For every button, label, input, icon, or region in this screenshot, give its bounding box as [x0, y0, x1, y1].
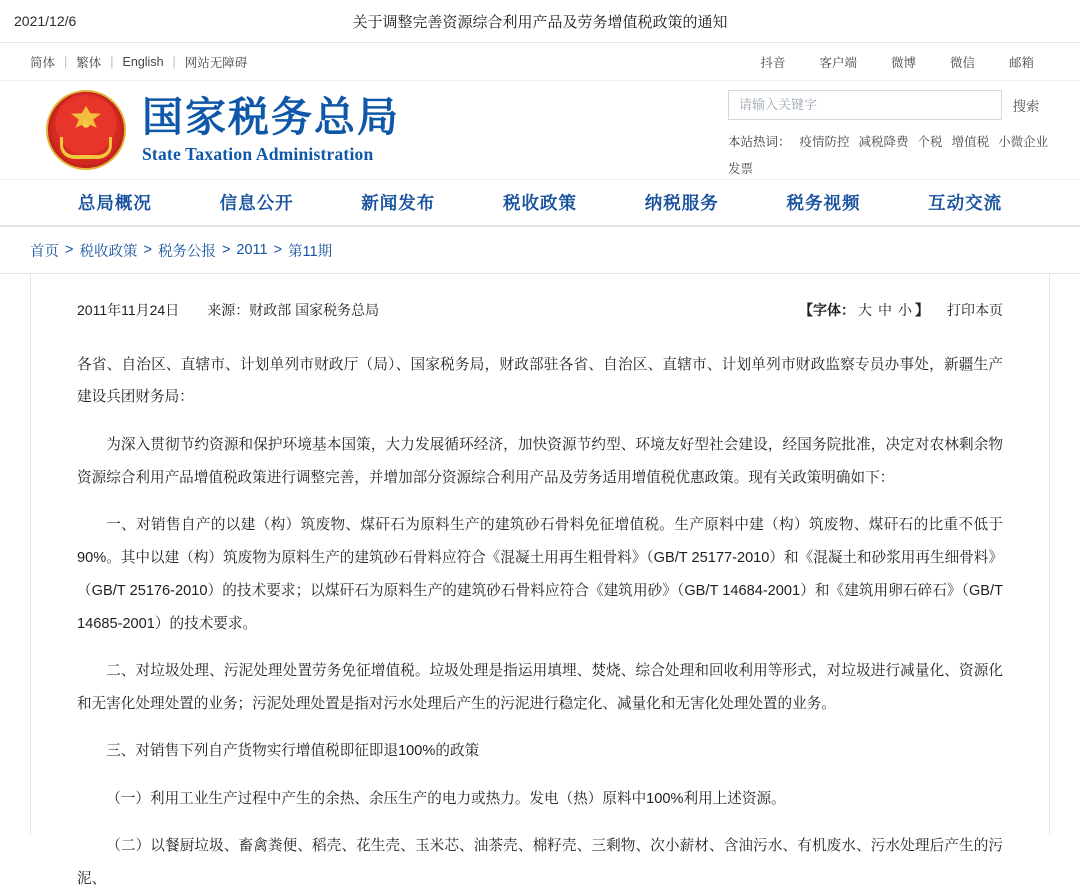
search-input[interactable]: [728, 90, 1002, 120]
link-client[interactable]: 客户端: [819, 55, 857, 70]
font-size-small[interactable]: 小: [898, 302, 912, 318]
lang-english[interactable]: English: [122, 54, 164, 69]
nav-item-services[interactable]: 纳税服务: [644, 194, 719, 214]
nav-item-news[interactable]: 新闻发布: [361, 194, 436, 214]
hot-word-3[interactable]: 个税: [917, 134, 943, 149]
page-date: 2021/12/6: [14, 13, 77, 29]
lang-separator-3: |: [172, 54, 176, 69]
article-paragraph: 二、对垃圾处理、污泥处理处置劳务免征增值税。垃圾处理是指运用填埋、焚烧、综合处理和回收利用等形式，对垃圾进行减量化、资源化和无害化处理处置的业务；污泥处理处置是指对污水处理后产生的污泥进行稳定化、减量化和无害化处理处置的业务。: [77, 663, 1003, 712]
breadcrumb-sep-1: >: [65, 242, 74, 258]
article-meta: [77, 300, 1003, 334]
lang-simplified[interactable]: 简体: [30, 55, 56, 70]
article-paragraph: 为深入贯彻节约资源和保护环境基本国策，大力发展循环经济，加快资源节约型、环境友好型社会建设，经国务院批准，决定对农林剩余物资源综合利用产品增值税政策进行调整完善，并增加部分资源综合利用产品及劳务适用增值税优惠政策。现有关政策明确如下：: [77, 436, 1003, 486]
breadcrumb-item-issue[interactable]: 第11期: [288, 243, 333, 260]
breadcrumb-sep-4: >: [273, 242, 283, 258]
breadcrumb-item-home[interactable]: 首页: [30, 243, 59, 260]
breadcrumb-sep-2: >: [143, 242, 152, 258]
breadcrumb-item-tax-policy[interactable]: 税收政策: [79, 243, 138, 260]
hot-word-5[interactable]: 小微企业: [998, 134, 1049, 149]
search-button[interactable]: 搜索: [1012, 98, 1040, 114]
link-wechat[interactable]: 微信: [949, 55, 975, 70]
accessibility-link[interactable]: 网站无障碍: [184, 55, 248, 70]
lang-traditional[interactable]: 繁体: [76, 55, 102, 70]
font-size-control: [799, 300, 929, 320]
print-page-button[interactable]: 打印本页: [947, 302, 1003, 318]
breadcrumb-item-bulletin[interactable]: 税务公报: [157, 243, 216, 260]
breadcrumb-sep-3: >: [221, 242, 231, 258]
font-size-label-close: 】: [915, 302, 929, 318]
breadcrumb-item-year[interactable]: 2011: [236, 242, 268, 258]
font-size-label-open: 【字体：: [799, 302, 855, 318]
article-body: [30, 274, 1050, 887]
font-size-large[interactable]: 大: [858, 302, 872, 318]
brand-name-en: State Taxation Administration: [142, 143, 374, 164]
main-nav: [0, 179, 1080, 227]
nav-item-video[interactable]: 税务视频: [786, 194, 861, 214]
social-links: [760, 53, 1050, 71]
hot-word-1[interactable]: 疫情防控: [799, 134, 850, 149]
nav-item-overview[interactable]: 总局概况: [77, 194, 152, 214]
article-paragraph: （一）利用工业生产过程中产生的余热、余压生产的电力或热力。发电（热）原料中100%利用上述资源。: [106, 790, 786, 807]
article-paragraph: （二）以餐厨垃圾、畜禽粪便、稻壳、花生壳、玉米芯、油茶壳、棉籽壳、三剩物、次小薪材、含油污水、有机废水、污水处理后产生的污泥、: [77, 838, 1003, 887]
hot-words: [728, 132, 1050, 177]
search-row: [728, 90, 1050, 120]
font-size-medium[interactable]: 中: [878, 302, 892, 318]
brand-name-cn: 国家税务总局: [142, 92, 400, 141]
site-brand[interactable]: [142, 92, 400, 164]
hot-word-6[interactable]: 发票: [728, 161, 754, 176]
breadcrumb: [0, 227, 1080, 274]
site-header: [0, 81, 1080, 179]
document-title: 关于调整完善资源综合利用产品及劳务增值税政策的通知: [352, 13, 728, 31]
lang-separator-1: |: [64, 54, 68, 69]
link-weibo[interactable]: 微博: [890, 55, 916, 70]
lang-separator-2: |: [110, 54, 114, 69]
article-paragraph: 三、对销售下列自产货物实行增值税即征即退100%的政策: [106, 743, 480, 760]
article-source: 来源：财政部 国家税务总局: [207, 302, 380, 318]
hot-words-label: 本站热词：: [728, 134, 791, 149]
nav-item-disclosure[interactable]: 信息公开: [219, 194, 294, 214]
language-bar: [0, 43, 1080, 81]
article-date: 2011年11月24日: [77, 302, 180, 318]
article-paragraph: 一、对销售自产的以建（构）筑废物、煤矸石为原料生产的建筑砂石骨料免征增值税。生产原料中建（构）筑废物、煤矸石的比重不低于90%。其中以建（构）筑废物为原料生产的建筑砂石骨料应符合《混凝土用再生粗骨料》（GB/T 25177-2010）和《混凝土和砂浆用再生细骨料》（GB/T 25176-2010）的技术要求；以煤矸石为原料生产的建筑砂石骨料应符合《建筑用砂》（GB/T 14684-2001）和《建筑用卵石碎石》（GB/T 14685-2001）的技术要求。: [77, 517, 1003, 632]
link-douyin[interactable]: 抖音: [760, 55, 786, 70]
content-wrapper: [0, 274, 1080, 887]
national-emblem-icon: [46, 90, 126, 170]
language-options: [30, 53, 247, 71]
nav-item-interaction[interactable]: 互动交流: [928, 194, 1003, 214]
link-mail[interactable]: 邮箱: [1008, 55, 1034, 70]
nav-item-tax-policy[interactable]: 税收政策: [503, 194, 578, 214]
hot-word-4[interactable]: 增值税: [951, 134, 990, 149]
article-tools: [799, 300, 1003, 320]
article-paragraph: 各省、自治区、直辖市、计划单列市财政厅（局）、国家税务局，财政部驻各省、自治区、直辖市、计划单列市财政监察专员办事处，新疆生产建设兵团财务局：: [77, 356, 1003, 406]
hot-word-2[interactable]: 减税降费: [858, 134, 909, 149]
search-area: [728, 84, 1050, 177]
top-bar: [0, 0, 1080, 43]
